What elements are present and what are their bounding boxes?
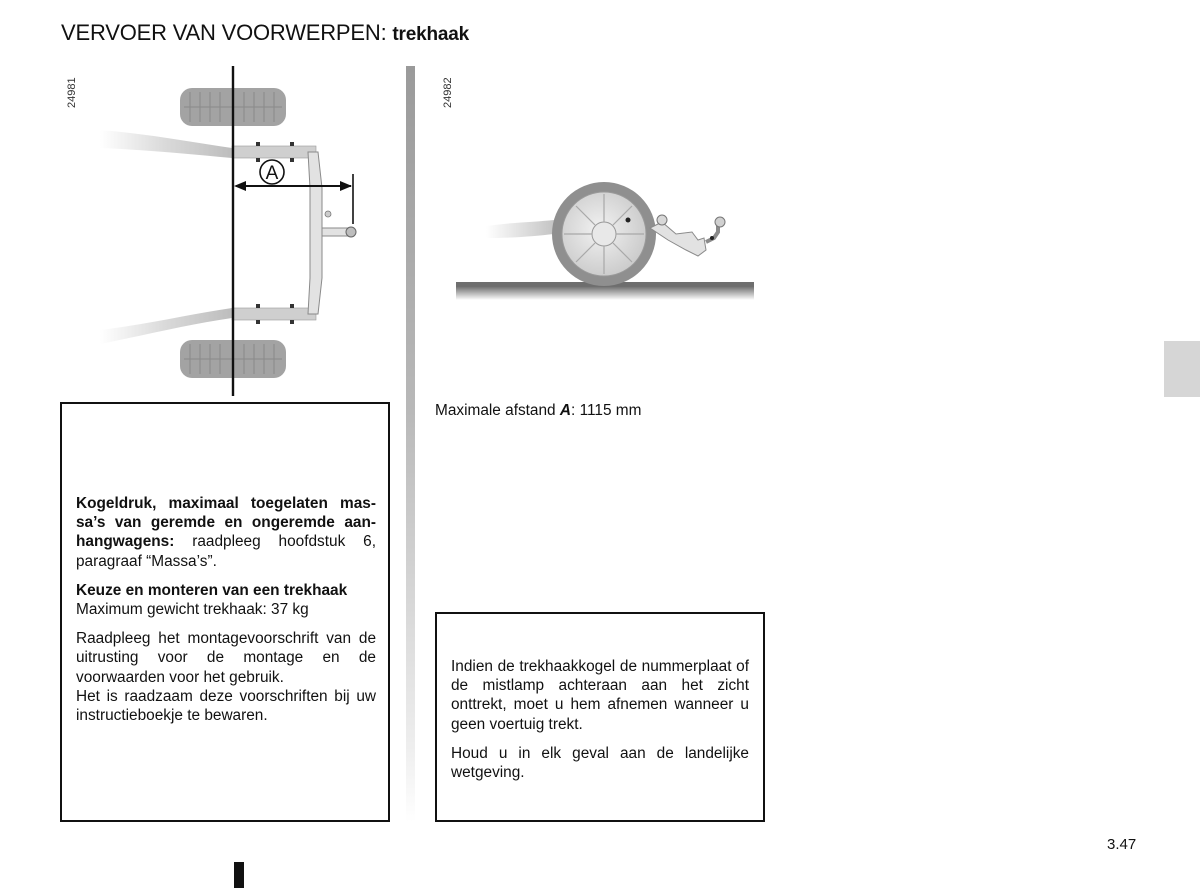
section-tab xyxy=(1164,341,1200,397)
figure-towbar-top-view xyxy=(60,62,400,398)
para-keep-instructions: Het is raadzaam deze voorschriften bij uw instructieboekje te bewaren. xyxy=(76,687,376,725)
page-title xyxy=(61,20,469,46)
figure-id: 24982 xyxy=(442,77,454,108)
para-towbar-choice-heading xyxy=(76,581,376,600)
towbar-top-view-drawing xyxy=(60,62,400,398)
title-sub: trekhaak xyxy=(392,24,469,45)
figure-id: 24981 xyxy=(66,77,78,108)
page-number: 3.47 xyxy=(1107,836,1137,853)
towbar-choice-heading: Keuze en monteren van een trekhaak xyxy=(76,581,348,599)
para-mounting-instructions: Raadpleeg het montagevoorschrift van de uitrusting voor de montage en de voorwaarden voor het gebruik. xyxy=(76,630,376,686)
title-main: VERVOER VAN VOORWERPEN xyxy=(61,20,381,45)
para-coupling-load xyxy=(76,494,376,571)
dimension-marker-A: A xyxy=(265,163,279,184)
info-box-towbar-masses xyxy=(60,402,390,822)
caption-prefix: Maximale afstand xyxy=(435,402,560,419)
info-box-towball-removal xyxy=(435,612,765,822)
para-coupling-load-text: raadpleeg hoofdstuk 6, paragraaf “Massa’s”. xyxy=(76,533,376,570)
towbar-side-view-drawing xyxy=(436,62,766,318)
caption-suffix: : 1115 mm xyxy=(571,402,642,419)
print-mark xyxy=(234,862,244,888)
para-towbar-weight: Maximum gewicht trekhaak: 37 kg xyxy=(76,601,309,619)
column-divider xyxy=(406,66,415,822)
caption-symbol: A xyxy=(559,402,572,419)
para-coupling-load-heading: Kogeldruk, maximaal toegelaten massa’s van geremde en ongeremde aanhangwagens: xyxy=(76,495,376,551)
para-remove-towball: Indien de trekhaakkogel de nummerplaat of de mistlamp achteraan aan het zicht onttrekt, moet u hem afnemen wanneer u geen voertuig trekt. xyxy=(451,658,749,733)
figure-towbar-side-view xyxy=(436,62,766,318)
title-separator: : xyxy=(380,20,393,45)
caption-max-distance xyxy=(435,402,641,420)
para-national-law: Houd u in elk geval aan de landelijke wetgeving. xyxy=(451,744,749,782)
